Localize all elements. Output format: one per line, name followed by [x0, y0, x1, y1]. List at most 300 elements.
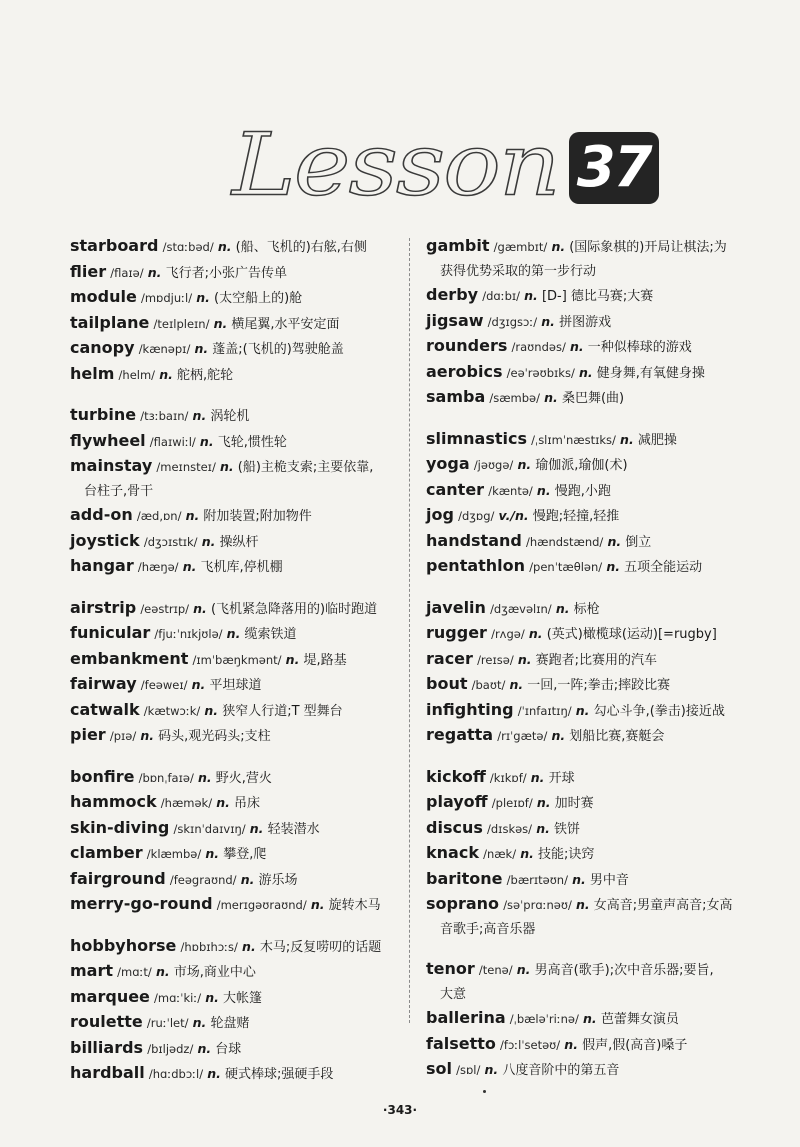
definition: 倒立	[625, 534, 652, 550]
vocab-entry	[426, 309, 758, 335]
vocab-entry	[426, 1006, 758, 1032]
part-of-speech: n.	[217, 239, 232, 254]
part-of-speech: n.	[517, 651, 532, 667]
vocab-entry	[70, 260, 402, 286]
vocab-word: jigsaw	[426, 310, 484, 330]
pronunciation: /dɑːbɪ/	[482, 289, 521, 303]
part-of-speech: n.	[551, 728, 566, 743]
vocab-word: hangar	[70, 556, 134, 575]
pronunciation: /dʒævəlɪn/	[490, 601, 552, 616]
pronunciation: /dʒɔɪstɪk/	[143, 534, 198, 549]
part-of-speech: n.	[205, 989, 219, 1005]
definition: 减肥操	[637, 432, 677, 448]
vocab-entry	[426, 529, 758, 555]
vocab-entry	[426, 621, 758, 647]
vocab-word: funicular	[70, 623, 151, 642]
vocab-word: gambit	[426, 236, 490, 255]
pronunciation: /klæmbə/	[146, 847, 202, 861]
definition: 标枪	[573, 601, 600, 617]
pronunciation: /æd,ɒn/	[136, 509, 182, 523]
definition: 健身舞,有氧健身操	[596, 365, 705, 381]
vocab-word: racer	[426, 648, 473, 668]
vocab-entry	[70, 403, 402, 429]
vocab-word: infighting	[426, 699, 514, 719]
vocab-entry	[426, 554, 758, 580]
part-of-speech: n.	[213, 315, 228, 331]
vocab-entry	[70, 234, 402, 260]
definition: 赛跑者;比赛用的汽车	[535, 652, 658, 668]
vocab-word: hardball	[70, 1063, 145, 1082]
definition: (飞机紧急降落用的)临时跑道	[210, 601, 378, 617]
pronunciation: /mɑːˈkiː/	[154, 990, 202, 1005]
vocab-entry	[426, 234, 758, 283]
vocab-word: handstand	[426, 530, 522, 550]
vocab-entry	[426, 892, 758, 941]
definition: 木马;反复唠叨的话题	[259, 939, 382, 955]
vocab-entry	[426, 283, 758, 309]
group-spacer	[426, 941, 758, 957]
vocab-word: falsetto	[426, 1033, 496, 1053]
part-of-speech: n.	[520, 846, 534, 861]
vocab-word: embankment	[70, 648, 189, 668]
pronunciation: /baʊt/	[471, 678, 506, 692]
definition: 横尾翼,水平安定面	[231, 316, 340, 332]
vocab-word: baritone	[426, 868, 503, 888]
definition: 一种似棒球的游戏	[587, 340, 692, 355]
part-of-speech: n.	[606, 559, 620, 574]
group-spacer	[426, 411, 758, 427]
vocab-word: playoff	[426, 792, 488, 811]
vocab-entry	[426, 1057, 758, 1083]
part-of-speech: n.	[620, 431, 634, 447]
part-of-speech: n.	[530, 769, 545, 785]
vocab-entry	[70, 934, 402, 960]
definition: 蓬盖;(飞机的)驾驶舱盖	[212, 342, 344, 357]
pronunciation: /eəstrɪp/	[140, 601, 190, 616]
pronunciation: /jəʊgə/	[473, 458, 514, 472]
definition: 飞行者;小张广告传单	[165, 265, 287, 281]
pronunciation: /penˈtæθlən/	[529, 560, 603, 574]
vocab-entry	[426, 867, 758, 893]
vocab-entry	[426, 503, 758, 529]
definition: 硬式棒球;强硬手段	[225, 1067, 334, 1082]
part-of-speech: n.	[197, 769, 212, 785]
pronunciation: /teɪlpleɪn/	[153, 316, 210, 331]
part-of-speech: n.	[242, 938, 256, 954]
definition: 男中音	[589, 872, 629, 888]
definition: (太空船上的)舱	[214, 291, 303, 306]
vocab-word: flier	[70, 261, 107, 281]
part-of-speech: n.	[140, 728, 155, 743]
vocab-entry	[70, 285, 402, 311]
vocab-entry	[70, 596, 402, 622]
vocab-word: discus	[426, 817, 483, 837]
vocab-entry	[70, 959, 402, 985]
vocab-word: fairground	[70, 868, 166, 888]
vocab-word: aerobics	[426, 361, 503, 381]
vocab-word: module	[70, 287, 137, 306]
part-of-speech: n.	[516, 962, 531, 977]
part-of-speech: n.	[192, 1015, 207, 1030]
definition-continued: 台柱子,骨干	[84, 483, 154, 499]
pronunciation: /eəˈrəʊbɪks/	[506, 365, 575, 380]
vocab-word: skin-diving	[70, 817, 170, 837]
pronunciation: /rɪˈgætə/	[497, 729, 548, 743]
part-of-speech: n.	[219, 459, 234, 474]
definition: 一回,一阵;拳击;摔跤比赛	[527, 678, 671, 693]
pronunciation: /feəweɪ/	[140, 678, 188, 692]
definition: 技能;诀窍	[538, 847, 595, 862]
vocab-word: canopy	[70, 338, 135, 357]
pronunciation: /kætwɔːk/	[143, 703, 201, 718]
part-of-speech: n.	[205, 846, 220, 861]
part-of-speech: n.	[285, 651, 300, 667]
definition: 旋转木马	[328, 898, 381, 913]
vocab-entry	[70, 790, 402, 816]
pronunciation: /ruːˈlet/	[146, 1016, 189, 1030]
definition: 大帐篷	[223, 990, 263, 1006]
pronunciation: /gæmbɪt/	[493, 240, 548, 254]
vocab-word: helm	[70, 363, 115, 383]
vocab-word: pier	[70, 725, 106, 744]
pronunciation: /tɜːbaɪn/	[140, 409, 189, 423]
vocab-word: starboard	[70, 236, 159, 255]
definition: 铁饼	[553, 821, 580, 837]
definition: 狭窄人行道;T 型舞台	[222, 703, 343, 719]
definition: 野火,营火	[215, 770, 272, 786]
pronunciation: /næk/	[483, 847, 517, 861]
vocab-entry	[426, 698, 758, 724]
pronunciation: /hɒbɪhɔːs/	[180, 939, 238, 954]
definition: 舵柄,舵轮	[177, 367, 234, 383]
vocab-word: hammock	[70, 792, 157, 811]
vocab-entry	[426, 360, 758, 386]
part-of-speech: n.	[147, 264, 162, 280]
part-of-speech: n.	[583, 1011, 597, 1026]
vocab-word: add-on	[70, 505, 133, 524]
pronunciation: /rʌgə/	[491, 627, 525, 641]
definition: 轮盘赌	[210, 1016, 250, 1031]
vocab-word: kickoff	[426, 766, 486, 786]
part-of-speech: n.	[197, 1040, 212, 1056]
vocab-entry	[70, 1036, 402, 1062]
part-of-speech: n.	[191, 677, 206, 692]
definition: 加时赛	[554, 796, 594, 811]
definition: 附加装置;附加物件	[203, 509, 312, 524]
vocab-word: soprano	[426, 894, 500, 913]
vocab-entry	[426, 1032, 758, 1058]
part-of-speech: n.	[572, 871, 586, 887]
group-spacer	[70, 918, 402, 934]
pronunciation: /mɒdjuːl/	[140, 291, 193, 305]
definition: 游乐场	[258, 872, 298, 888]
pronunciation: /flaɪwiːl/	[149, 434, 196, 449]
pronunciation: /tenə/	[478, 963, 513, 977]
part-of-speech: n.	[607, 533, 622, 549]
part-of-speech: n.	[192, 408, 207, 423]
vocab-entry	[70, 892, 402, 918]
definition: 勾心斗争,(拳击)接近战	[593, 703, 725, 719]
vocab-entry	[70, 362, 402, 388]
pronunciation: /kæntə/	[488, 483, 533, 498]
vocab-entry	[70, 621, 402, 647]
vocab-word: fairway	[70, 674, 137, 693]
vocab-word: clamber	[70, 843, 143, 862]
vocab-entry	[70, 454, 402, 503]
vocab-word: hobbyhorse	[70, 935, 177, 955]
vocab-entry	[70, 503, 402, 529]
definition: 女高音;男童声高音;女高	[593, 898, 733, 913]
definition: 涡轮机	[210, 409, 250, 424]
vocab-entry	[70, 336, 402, 362]
vocab-entry	[70, 985, 402, 1011]
pronunciation: /kɪkɒf/	[489, 770, 527, 785]
pronunciation: /skɪnˈdaɪvɪŋ/	[173, 821, 246, 836]
group-spacer	[426, 749, 758, 765]
part-of-speech: n.	[216, 795, 230, 810]
part-of-speech: n.	[249, 820, 264, 836]
definition: 攀登,爬	[223, 847, 267, 862]
vocab-word: pentathlon	[426, 556, 526, 575]
pronunciation: /hɑːdbɔːl/	[148, 1067, 204, 1081]
vocab-word: joystick	[70, 530, 140, 550]
lesson-title	[232, 88, 659, 216]
definition: 轻装潜水	[267, 821, 320, 837]
definition: 拼图游戏	[559, 314, 612, 330]
part-of-speech: n.	[564, 1036, 578, 1052]
pronunciation: /meɪnsteɪ/	[156, 460, 216, 474]
vocab-word: slimnastics	[426, 428, 528, 448]
part-of-speech: n.	[201, 533, 216, 549]
definition: 八度音阶中的第五音	[502, 1063, 620, 1078]
part-of-speech: n.	[536, 795, 551, 810]
part-of-speech: n.	[575, 897, 590, 912]
vocab-entry	[426, 385, 758, 411]
vocab-entry	[70, 1010, 402, 1036]
part-of-speech: n.	[524, 288, 538, 303]
definition: 五项全能运动	[624, 560, 703, 575]
vocab-entry	[426, 790, 758, 816]
vocab-entry	[70, 647, 402, 673]
part-of-speech: n.	[484, 1062, 499, 1077]
pronunciation: /mɑːt/	[117, 965, 152, 979]
vocab-entry	[70, 841, 402, 867]
definition: 瑜伽派,瑜伽(术)	[535, 458, 628, 473]
part-of-speech: n.	[551, 239, 566, 254]
pronunciation: /merɪgəʊraʊnd/	[216, 898, 307, 912]
part-of-speech: n.	[204, 702, 219, 718]
part-of-speech: n.	[194, 341, 209, 356]
part-of-speech: n.	[196, 290, 210, 305]
part-of-speech: n.	[207, 1066, 221, 1081]
pronunciation: /sæmbə/	[489, 391, 541, 405]
pronunciation: /dʒɒg/	[458, 509, 495, 523]
part-of-speech: v./n.	[498, 508, 529, 523]
part-of-speech: n.	[159, 366, 173, 382]
vocab-word: marquee	[70, 986, 150, 1006]
pronunciation: /helm/	[118, 367, 156, 382]
vocab-word: ballerina	[426, 1008, 506, 1027]
definition: (船、飞机的)右舷,右侧	[235, 240, 367, 255]
definition: 飞轮,惯性轮	[217, 434, 287, 450]
vocab-entry	[70, 429, 402, 455]
vocab-column-right	[426, 234, 758, 1083]
lesson-word: Lesson	[232, 114, 559, 216]
ink-dot	[483, 1090, 486, 1093]
vocab-entry	[426, 427, 758, 453]
vocab-entry	[426, 841, 758, 867]
part-of-speech: n.	[240, 871, 255, 887]
definition: 假声,假(高音)嗓子	[582, 1037, 688, 1053]
part-of-speech: n.	[193, 600, 207, 616]
definition: 开球	[548, 770, 575, 786]
part-of-speech: n.	[226, 626, 241, 641]
vocab-entry	[70, 765, 402, 791]
vocab-word: regatta	[426, 725, 494, 744]
definition: 码头,观光码头;支柱	[158, 729, 271, 744]
vocab-word: derby	[426, 285, 479, 304]
vocab-entry	[426, 672, 758, 698]
vocab-word: sol	[426, 1059, 452, 1078]
group-spacer	[70, 580, 402, 596]
part-of-speech: n.	[544, 390, 558, 405]
vocab-word: javelin	[426, 597, 486, 617]
part-of-speech: n.	[575, 702, 590, 718]
part-of-speech: n.	[569, 339, 584, 354]
part-of-speech: n.	[536, 482, 551, 498]
vocab-entry	[70, 529, 402, 555]
vocab-word: tailplane	[70, 312, 150, 332]
part-of-speech: n.	[310, 897, 325, 912]
group-spacer	[426, 580, 758, 596]
definition: 平坦球道	[209, 678, 262, 693]
pronunciation: /sɒl/	[456, 1063, 481, 1077]
definition: 划船比赛,赛艇会	[569, 729, 665, 744]
definition-continued: 获得优势采取的第一步行动	[440, 263, 597, 279]
part-of-speech: n.	[517, 457, 532, 472]
part-of-speech: n.	[528, 626, 543, 641]
pronunciation: /pleɪɒf/	[491, 796, 533, 810]
vocab-word: roulette	[70, 1012, 143, 1031]
part-of-speech: n.	[555, 600, 570, 616]
pronunciation: /stɑːbəd/	[162, 240, 214, 254]
pronunciation: /hæmək/	[160, 796, 213, 810]
vocab-entry	[426, 765, 758, 791]
part-of-speech: n.	[509, 677, 524, 692]
definition: 芭蕾舞女演员	[600, 1012, 679, 1027]
pronunciation: /bærɪtəʊn/	[506, 872, 568, 887]
pronunciation: /dʒɪgsɔː/	[487, 314, 538, 329]
vocab-entry	[426, 478, 758, 504]
vocab-word: mart	[70, 961, 114, 980]
definition: 飞机库,停机棚	[200, 560, 283, 575]
vocab-entry	[70, 723, 402, 749]
pronunciation: /flaɪə/	[110, 265, 144, 280]
pronunciation: /hændstænd/	[525, 534, 604, 549]
definition: 慢跑,小跑	[554, 483, 611, 499]
vocab-word: yoga	[426, 454, 470, 473]
pronunciation: /kænəpɪ/	[138, 342, 191, 356]
vocab-entry	[426, 816, 758, 842]
vocab-word: knack	[426, 843, 479, 862]
pronunciation: /ɪmˈbæŋkmənt/	[192, 652, 282, 667]
part-of-speech: n.	[578, 364, 593, 380]
pronunciation: /səˈprɑːnəʊ/	[503, 898, 572, 912]
pronunciation: /fɔːlˈsetəʊ/	[500, 1037, 561, 1052]
pronunciation: /feəgraʊnd/	[169, 872, 237, 887]
definition: 吊床	[234, 796, 261, 811]
part-of-speech: n.	[199, 433, 214, 449]
vocab-word: mainstay	[70, 456, 153, 475]
definition: (国际象棋的)开局让棋法;为	[569, 240, 727, 255]
vocab-word: bout	[426, 674, 468, 693]
pronunciation: /raʊndəs/	[511, 340, 566, 354]
vocab-word: merry-go-round	[70, 894, 213, 913]
definition-continued: 音歌手;高音乐器	[440, 921, 536, 937]
definition: 男高音(歌手);次中音乐器;要旨,	[534, 963, 714, 978]
column-divider	[409, 238, 410, 1023]
pronunciation: /hæŋə/	[137, 560, 179, 574]
definition: 桑巴舞(曲)	[561, 391, 625, 406]
vocab-entry	[426, 957, 758, 1006]
part-of-speech: n.	[536, 820, 550, 836]
definition: (英式)橄榄球(运动)[=rugby]	[546, 627, 717, 642]
pronunciation: /bɪljədz/	[147, 1041, 194, 1056]
vocab-word: tenor	[426, 959, 475, 978]
definition: [D-] 德比马赛;大赛	[541, 289, 654, 304]
pronunciation: /pɪə/	[109, 729, 137, 743]
pronunciation: /ˌslɪmˈnæstɪks/	[531, 432, 616, 447]
vocab-entry	[70, 672, 402, 698]
part-of-speech: n.	[541, 313, 555, 329]
pronunciation: /ˌbæləˈriːnə/	[509, 1012, 579, 1026]
vocab-word: jog	[426, 505, 454, 524]
vocab-column-left	[70, 234, 402, 1087]
group-spacer	[70, 749, 402, 765]
part-of-speech: n.	[182, 559, 197, 574]
vocab-word: catwalk	[70, 699, 140, 719]
vocab-entry	[70, 867, 402, 893]
definition-continued: 大意	[440, 986, 467, 1002]
pronunciation: /reɪsə/	[477, 652, 514, 667]
vocab-word: samba	[426, 387, 486, 406]
group-spacer	[70, 387, 402, 403]
vocab-entry	[70, 554, 402, 580]
vocab-entry	[70, 311, 402, 337]
vocab-entry	[426, 596, 758, 622]
vocab-entry	[426, 334, 758, 360]
vocab-entry	[70, 1061, 402, 1087]
vocab-word: rugger	[426, 623, 487, 642]
vocab-word: airstrip	[70, 597, 137, 617]
definition: 操纵杆	[219, 534, 259, 550]
vocab-entry	[70, 816, 402, 842]
definition: 堤,路基	[303, 652, 347, 668]
vocab-word: canter	[426, 479, 485, 499]
definition: 台球	[215, 1041, 242, 1057]
definition: 缆索铁道	[244, 627, 297, 642]
vocab-entry	[426, 723, 758, 749]
vocab-word: flywheel	[70, 430, 146, 450]
definition: 市场,商业中心	[173, 965, 256, 980]
vocab-entry	[70, 698, 402, 724]
lesson-number-badge: 37	[569, 132, 659, 204]
vocab-word: billiards	[70, 1037, 144, 1057]
vocab-word: rounders	[426, 336, 508, 355]
vocab-word: turbine	[70, 405, 137, 424]
definition: 慢跑;轻撞,轻推	[532, 509, 620, 524]
definition: (船)主桅支索;主要依靠,	[237, 460, 374, 475]
